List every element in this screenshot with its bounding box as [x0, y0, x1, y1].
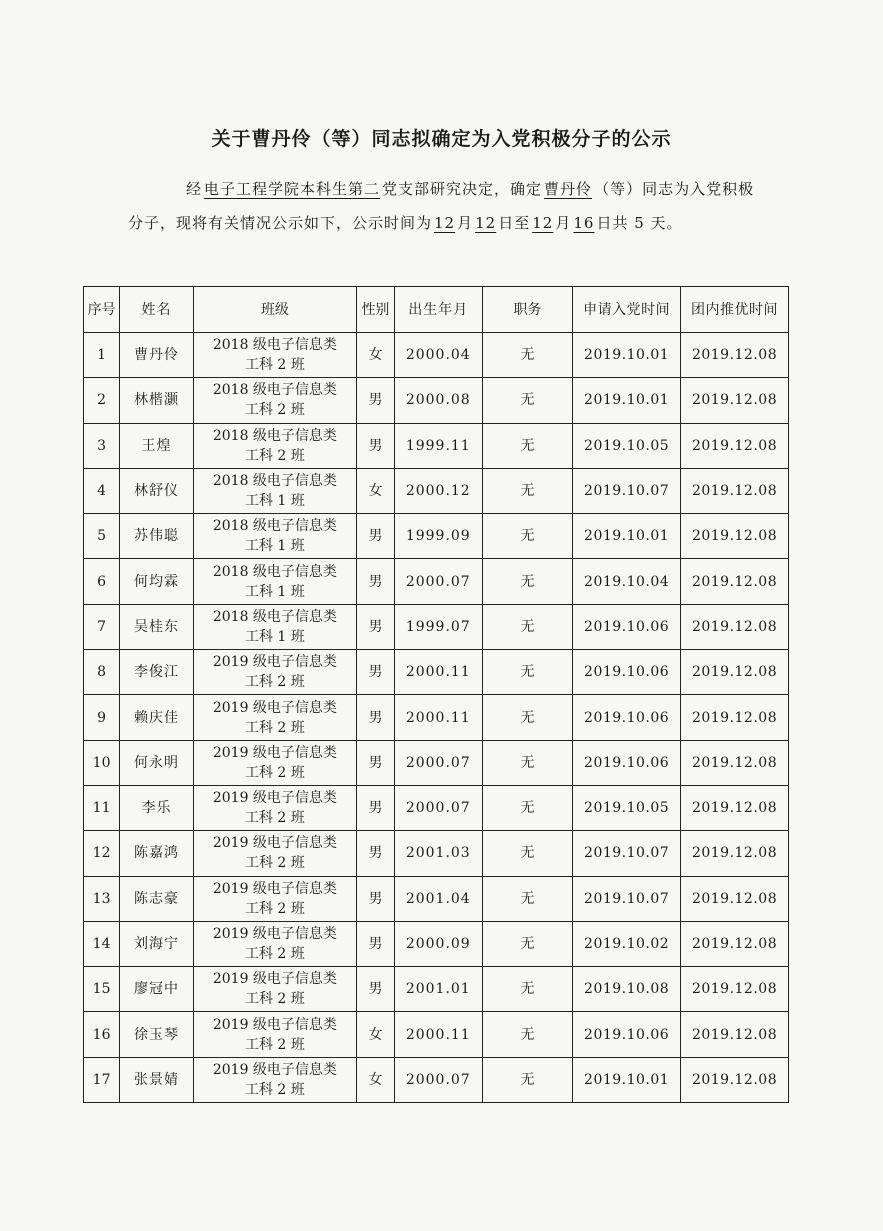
- class-line-1: 2019 级电子信息类: [212, 1061, 337, 1078]
- cell-apply-date: 2019.10.06: [573, 604, 681, 649]
- table-row: [84, 740, 789, 785]
- cell-class: [193, 695, 356, 740]
- cell-birth: 2000.12: [394, 468, 482, 513]
- cell-sex: 男: [357, 785, 395, 830]
- cell-no: 12: [84, 831, 120, 876]
- cell-role: 无: [482, 1057, 572, 1102]
- cell-no: 10: [84, 740, 120, 785]
- cell-sex: 女: [357, 1012, 395, 1057]
- table-row: [84, 921, 789, 966]
- cell-no: 3: [84, 423, 120, 468]
- cell-birth: 2000.09: [394, 921, 482, 966]
- class-line-1: 2018 级电子信息类: [212, 382, 337, 399]
- class-line-1: 2019 级电子信息类: [212, 699, 337, 716]
- class-line-2: 工科 2 班: [244, 447, 305, 464]
- table-row: [84, 650, 789, 695]
- cell-role: 无: [482, 514, 572, 559]
- cell-role: 无: [482, 876, 572, 921]
- cell-class: [193, 831, 356, 876]
- cell-birth: 1999.11: [394, 423, 482, 468]
- cell-no: 11: [84, 785, 120, 830]
- table-row: [84, 333, 789, 378]
- para-text-2: 党支部研究决定，确定: [382, 180, 543, 198]
- cell-recommend-date: 2019.12.08: [681, 967, 789, 1012]
- cell-class: [193, 559, 356, 604]
- cell-class: [193, 740, 356, 785]
- cell-birth: 1999.09: [394, 514, 482, 559]
- cell-name: 廖冠中: [120, 967, 194, 1012]
- cell-sex: 男: [357, 604, 395, 649]
- table-header-row: [84, 287, 789, 333]
- cell-recommend-date: 2019.12.08: [681, 378, 789, 423]
- cell-sex: 男: [357, 378, 395, 423]
- cell-sex: 男: [357, 921, 395, 966]
- cell-role: 无: [482, 695, 572, 740]
- header-no: 序号: [84, 287, 120, 333]
- cell-recommend-date: 2019.12.08: [681, 740, 789, 785]
- cell-recommend-date: 2019.12.08: [681, 785, 789, 830]
- class-line-2: 工科 1 班: [244, 493, 305, 510]
- cell-role: 无: [482, 650, 572, 695]
- class-line-2: 工科 2 班: [244, 1036, 305, 1053]
- cell-class: [193, 423, 356, 468]
- cell-role: 无: [482, 378, 572, 423]
- cell-class: [193, 378, 356, 423]
- cell-class: [193, 1057, 356, 1102]
- cell-class: [193, 604, 356, 649]
- cell-recommend-date: 2019.12.08: [681, 604, 789, 649]
- cell-name: 徐玉琴: [120, 1012, 194, 1057]
- class-line-1: 2018 级电子信息类: [212, 563, 337, 580]
- cell-apply-date: 2019.10.01: [573, 378, 681, 423]
- class-line-2: 工科 2 班: [244, 810, 305, 827]
- cell-birth: 2000.11: [394, 695, 482, 740]
- cell-apply-date: 2019.10.07: [573, 468, 681, 513]
- party-branch-name: 电子工程学院本科生第二: [204, 180, 381, 198]
- cell-sex: 男: [357, 559, 395, 604]
- cell-sex: 女: [357, 333, 395, 378]
- cell-apply-date: 2019.10.07: [573, 876, 681, 921]
- cell-name: 王煌: [120, 423, 194, 468]
- cell-no: 7: [84, 604, 120, 649]
- cell-class: [193, 333, 356, 378]
- candidates-table: [83, 286, 789, 1103]
- header-name: 姓名: [120, 287, 194, 333]
- class-line-2: 工科 1 班: [244, 583, 305, 600]
- table-row: [84, 604, 789, 649]
- cell-apply-date: 2019.10.02: [573, 921, 681, 966]
- cell-class: [193, 468, 356, 513]
- class-line-2: 工科 2 班: [244, 674, 305, 691]
- cell-apply-date: 2019.10.05: [573, 785, 681, 830]
- class-line-1: 2019 级电子信息类: [212, 744, 337, 761]
- table-row: [84, 695, 789, 740]
- cell-apply-date: 2019.10.08: [573, 967, 681, 1012]
- start-day: 12: [475, 214, 497, 232]
- para-text-5: 日至: [498, 214, 531, 232]
- table-row: [84, 785, 789, 830]
- header-apply-date: 申请入党时间: [573, 287, 681, 333]
- cell-sex: 男: [357, 967, 395, 1012]
- class-line-1: 2019 级电子信息类: [212, 835, 337, 852]
- cell-class: [193, 514, 356, 559]
- cell-birth: 1999.07: [394, 604, 482, 649]
- cell-apply-date: 2019.10.06: [573, 695, 681, 740]
- cell-birth: 2001.03: [394, 831, 482, 876]
- cell-role: 无: [482, 740, 572, 785]
- class-line-2: 工科 1 班: [244, 538, 305, 555]
- cell-name: 吴桂东: [120, 604, 194, 649]
- cell-role: 无: [482, 559, 572, 604]
- cell-recommend-date: 2019.12.08: [681, 831, 789, 876]
- cell-sex: 女: [357, 468, 395, 513]
- class-line-1: 2019 级电子信息类: [212, 926, 337, 942]
- cell-apply-date: 2019.10.06: [573, 1012, 681, 1057]
- cell-recommend-date: 2019.12.08: [681, 559, 789, 604]
- class-line-2: 工科 2 班: [244, 855, 305, 872]
- cell-no: 5: [84, 514, 120, 559]
- cell-no: 16: [84, 1012, 120, 1057]
- class-line-1: 2019 级电子信息类: [212, 971, 337, 988]
- cell-sex: 男: [357, 876, 395, 921]
- cell-role: 无: [482, 1012, 572, 1057]
- para-text-3: （等）同志为入党积极分子，现将有关情况公示如下，公示时间为: [128, 180, 755, 232]
- cell-birth: 2000.07: [394, 1057, 482, 1102]
- cell-name: 李乐: [120, 785, 194, 830]
- class-line-1: 2019 级电子信息类: [212, 1016, 337, 1033]
- cell-name: 曹丹伶: [120, 333, 194, 378]
- para-text-4: 月: [457, 214, 474, 232]
- cell-recommend-date: 2019.12.08: [681, 333, 789, 378]
- cell-birth: 2000.11: [394, 1012, 482, 1057]
- table-row: [84, 559, 789, 604]
- table-row: [84, 423, 789, 468]
- cell-class: [193, 785, 356, 830]
- para-text-7: 日共 5 天。: [596, 214, 683, 232]
- cell-name: 何永明: [120, 740, 194, 785]
- cell-recommend-date: 2019.12.08: [681, 876, 789, 921]
- cell-name: 林舒仪: [120, 468, 194, 513]
- cell-apply-date: 2019.10.06: [573, 650, 681, 695]
- class-line-2: 工科 1 班: [244, 628, 305, 645]
- table-row: [84, 967, 789, 1012]
- cell-apply-date: 2019.10.05: [573, 423, 681, 468]
- para-text-1: 经: [186, 180, 203, 198]
- cell-apply-date: 2019.10.01: [573, 333, 681, 378]
- cell-birth: 2001.04: [394, 876, 482, 921]
- header-sex: 性别: [357, 287, 395, 333]
- cell-role: 无: [482, 785, 572, 830]
- table-body: [84, 333, 789, 1103]
- notice-paragraph: [128, 172, 768, 240]
- cell-apply-date: 2019.10.07: [573, 831, 681, 876]
- cell-sex: 男: [357, 831, 395, 876]
- cell-name: 陈嘉鸿: [120, 831, 194, 876]
- cell-recommend-date: 2019.12.08: [681, 1012, 789, 1057]
- cell-recommend-date: 2019.12.08: [681, 1057, 789, 1102]
- cell-class: [193, 650, 356, 695]
- cell-role: 无: [482, 333, 572, 378]
- cell-sex: 男: [357, 514, 395, 559]
- table-row: [84, 1012, 789, 1057]
- cell-sex: 女: [357, 1057, 395, 1102]
- cell-apply-date: 2019.10.06: [573, 740, 681, 785]
- cell-sex: 男: [357, 650, 395, 695]
- cell-role: 无: [482, 604, 572, 649]
- cell-recommend-date: 2019.12.08: [681, 423, 789, 468]
- class-line-2: 工科 2 班: [244, 900, 305, 917]
- cell-no: 9: [84, 695, 120, 740]
- document-title: 关于曹丹伶（等）同志拟确定为入党积极分子的公示: [211, 128, 672, 150]
- cell-name: 何均霖: [120, 559, 194, 604]
- cell-no: 6: [84, 559, 120, 604]
- person-name: 曹丹伶: [544, 180, 593, 198]
- cell-birth: 2000.07: [394, 740, 482, 785]
- class-line-2: 工科 2 班: [244, 946, 305, 962]
- cell-class: [193, 876, 356, 921]
- para-text-6: 月: [555, 214, 572, 232]
- cell-role: 无: [482, 967, 572, 1012]
- cell-role: 无: [482, 921, 572, 966]
- table-row: [84, 378, 789, 423]
- cell-no: 17: [84, 1057, 120, 1102]
- cell-birth: 2000.08: [394, 378, 482, 423]
- cell-name: 陈志豪: [120, 876, 194, 921]
- cell-sex: 男: [357, 695, 395, 740]
- cell-class: [193, 967, 356, 1012]
- cell-birth: 2001.01: [394, 967, 482, 1012]
- class-line-1: 2018 级电子信息类: [212, 473, 337, 490]
- start-month: 12: [434, 214, 456, 232]
- cell-recommend-date: 2019.12.08: [681, 650, 789, 695]
- cell-role: 无: [482, 468, 572, 513]
- header-role: 职务: [482, 287, 572, 333]
- cell-no: 8: [84, 650, 120, 695]
- cell-name: 赖庆佳: [120, 695, 194, 740]
- class-line-1: 2018 级电子信息类: [212, 427, 337, 444]
- cell-apply-date: 2019.10.04: [573, 559, 681, 604]
- table-row: [84, 1057, 789, 1102]
- cell-class: [193, 1012, 356, 1057]
- table-row: [84, 876, 789, 921]
- cell-no: 2: [84, 378, 120, 423]
- cell-recommend-date: 2019.12.08: [681, 514, 789, 559]
- cell-no: 15: [84, 967, 120, 1012]
- cell-apply-date: 2019.10.01: [573, 514, 681, 559]
- cell-recommend-date: 2019.12.08: [681, 695, 789, 740]
- class-line-2: 工科 2 班: [244, 991, 305, 1008]
- cell-no: 14: [84, 921, 120, 966]
- cell-apply-date: 2019.10.01: [573, 1057, 681, 1102]
- cell-birth: 2000.07: [394, 559, 482, 604]
- cell-recommend-date: 2019.12.08: [681, 921, 789, 966]
- cell-role: 无: [482, 423, 572, 468]
- cell-name: 刘海宁: [120, 921, 194, 966]
- class-line-1: 2019 级电子信息类: [212, 654, 337, 671]
- cell-sex: 男: [357, 423, 395, 468]
- class-line-2: 工科 2 班: [244, 719, 305, 736]
- class-line-2: 工科 2 班: [244, 402, 305, 419]
- cell-birth: 2000.11: [394, 650, 482, 695]
- class-line-1: 2019 级电子信息类: [212, 790, 337, 807]
- cell-role: 无: [482, 831, 572, 876]
- table-row: [84, 514, 789, 559]
- cell-no: 4: [84, 468, 120, 513]
- header-class: 班级: [193, 287, 356, 333]
- cell-name: 林楷灏: [120, 378, 194, 423]
- cell-name: 苏伟聪: [120, 514, 194, 559]
- table-row: [84, 831, 789, 876]
- class-line-2: 工科 2 班: [244, 357, 305, 374]
- class-line-1: 2018 级电子信息类: [212, 337, 337, 354]
- cell-class: [193, 921, 356, 966]
- class-line-1: 2018 级电子信息类: [212, 608, 337, 625]
- cell-no: 1: [84, 333, 120, 378]
- header-recommend-date: 团内推优时间: [681, 287, 789, 333]
- cell-birth: 2000.07: [394, 785, 482, 830]
- cell-no: 13: [84, 876, 120, 921]
- cell-name: 李俊江: [120, 650, 194, 695]
- class-line-1: 2019 级电子信息类: [212, 880, 337, 897]
- table-row: [84, 468, 789, 513]
- cell-name: 张景婧: [120, 1057, 194, 1102]
- cell-birth: 2000.04: [394, 333, 482, 378]
- cell-sex: 男: [357, 740, 395, 785]
- header-birth: 出生年月: [394, 287, 482, 333]
- class-line-2: 工科 2 班: [244, 1081, 305, 1098]
- class-line-1: 2018 级电子信息类: [212, 518, 337, 535]
- class-line-2: 工科 2 班: [244, 764, 305, 781]
- end-month: 12: [532, 214, 554, 232]
- end-day: 16: [573, 214, 595, 232]
- cell-recommend-date: 2019.12.08: [681, 468, 789, 513]
